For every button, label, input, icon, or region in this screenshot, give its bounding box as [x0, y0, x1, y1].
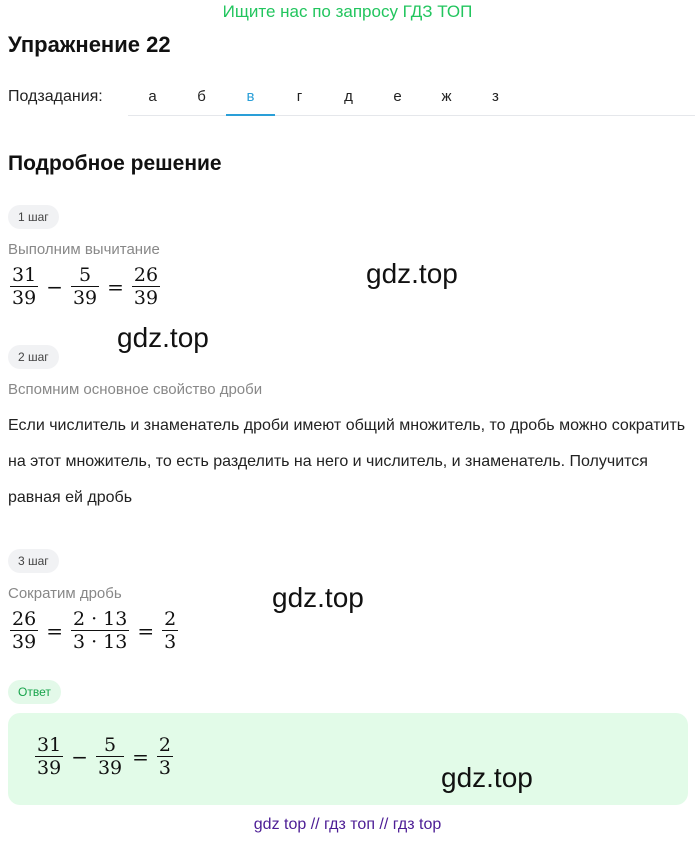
search-banner: Ищите нас по запросу ГДЗ ТОП: [222, 2, 473, 21]
step-3-badge: 3 шаг: [8, 549, 59, 573]
tab-e[interactable]: е: [393, 88, 402, 105]
step-1-badge: 1 шаг: [8, 205, 59, 229]
step-1-hint: Выполним вычитание: [8, 241, 160, 258]
watermark: gdz.top: [117, 322, 209, 353]
step-2-hint: Вспомним основное свойство дроби: [8, 381, 263, 398]
solution-title: Подробное решение: [8, 152, 222, 175]
subtasks-label: Подзадания:: [8, 88, 103, 105]
fraction: $\frac{2}{3}$: [158, 734, 171, 779]
tab-b[interactable]: б: [197, 88, 206, 105]
fraction: $\frac{2}{3}$: [164, 608, 177, 653]
tab-z[interactable]: з: [492, 88, 499, 105]
fraction: $\frac{2 \cdot 13}{3 \cdot 13}$: [72, 608, 128, 653]
fraction: $\frac{5}{39}$: [97, 734, 123, 779]
answer-box: [8, 713, 688, 805]
subtasks-bar: [8, 84, 688, 116]
watermark: gdz.top: [366, 258, 458, 289]
answer-badge: Ответ: [8, 680, 61, 704]
subtask-tabs: [128, 84, 695, 116]
tab-zh[interactable]: ж: [441, 88, 452, 105]
step-3-formula: $\frac{26}{39}$ = $\frac{2 \cdot 13}{3 \cdot 13}$ = $\frac{2}{3}$: [12, 608, 177, 653]
fraction: $\frac{26}{39}$: [12, 608, 37, 653]
step-2-text: Если числитель и знаменатель дроби имеют общий множитель, то дробь можно сократить на этот множитель, то есть разделить на него и числитель, и знаменатель. Получится равная ей дробь: [8, 417, 686, 506]
step-2-badge: 2 шаг: [8, 345, 59, 369]
watermark: gdz.top: [272, 582, 364, 613]
footer-links: gdz top // гдз топ // гдз top: [253, 816, 442, 833]
page-title: Упражнение 22: [8, 32, 171, 57]
fraction: $\frac{26}{39}$: [133, 264, 159, 309]
fraction: $\frac{5}{39}$: [72, 264, 98, 309]
watermark: gdz.top: [441, 762, 533, 793]
tab-g[interactable]: г: [296, 88, 303, 105]
fraction: $\frac{31}{39}$: [37, 734, 62, 779]
tab-d[interactable]: д: [344, 88, 353, 105]
tab-a[interactable]: а: [148, 88, 157, 105]
tab-v[interactable]: в: [226, 84, 275, 116]
step-1-formula: $\frac{31}{39}$ − $\frac{5}{39}$ = $\frac{26}{39}$: [12, 264, 159, 309]
answer-formula: $\frac{31}{39}$ − $\frac{5}{39}$ = $\frac{2}{3}$: [37, 734, 171, 779]
step-3-hint: Сократим дробь: [8, 585, 122, 602]
fraction: $\frac{31}{39}$: [12, 264, 37, 309]
